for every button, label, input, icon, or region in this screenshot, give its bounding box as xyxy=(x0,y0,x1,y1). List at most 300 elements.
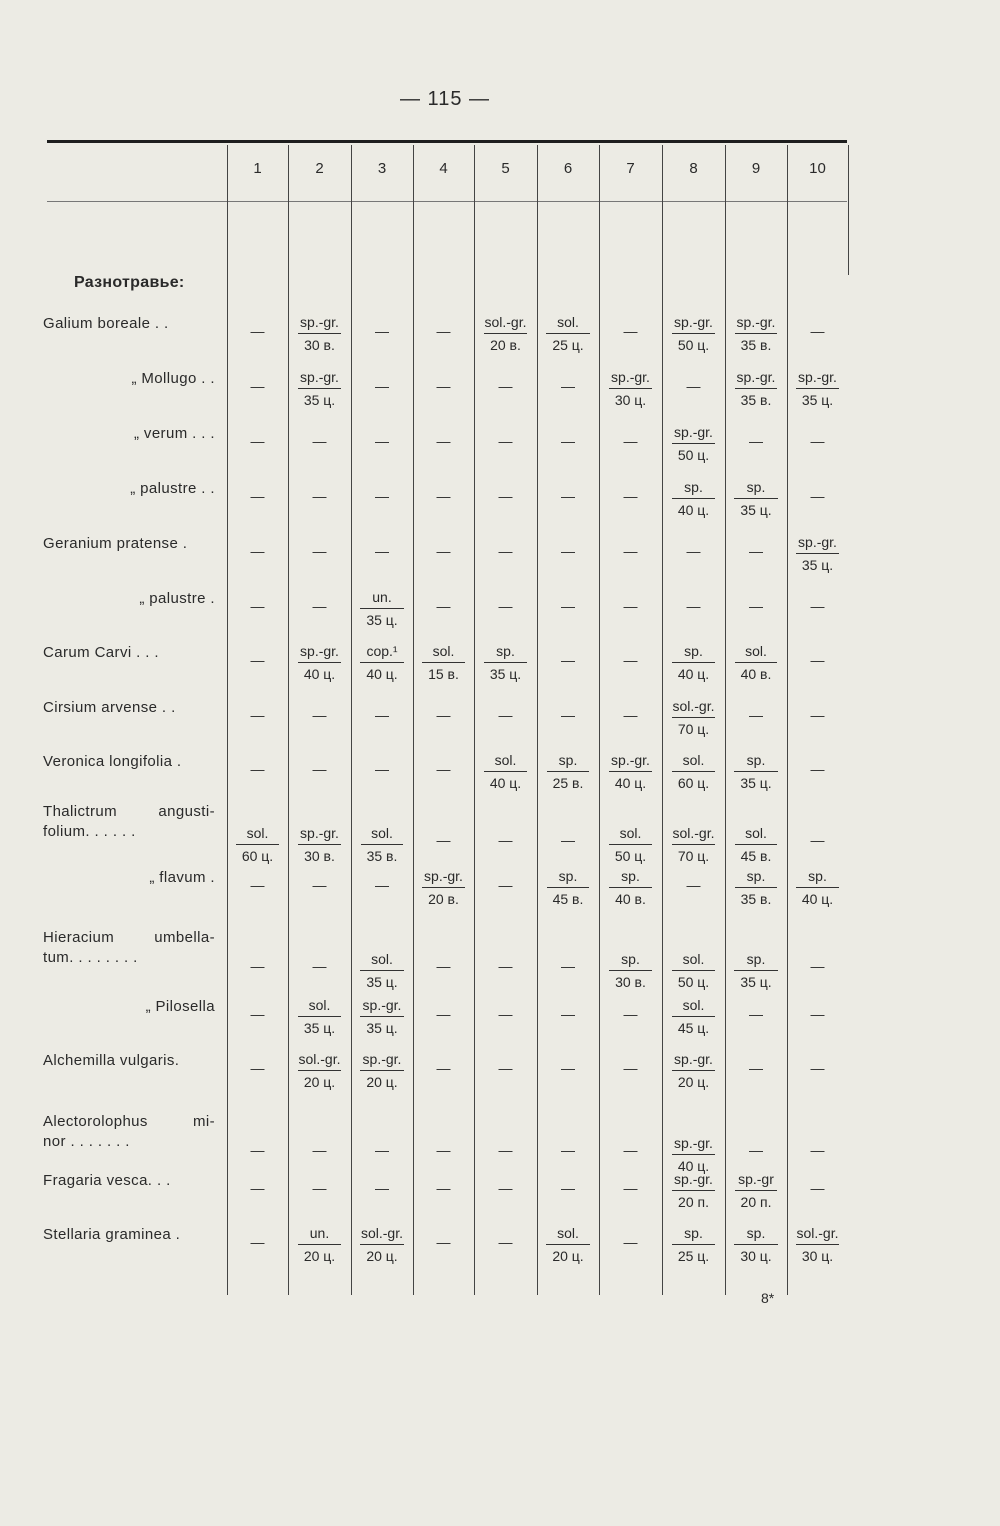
species-name: Cirsium arvense . . xyxy=(43,699,176,716)
height-value: 35 в. xyxy=(735,388,778,409)
empty-cell-dash: — xyxy=(561,1060,575,1076)
table-cell xyxy=(288,368,351,409)
empty-cell-dash: — xyxy=(436,761,451,777)
empty-cell-dash: — xyxy=(623,1006,638,1022)
table-cell xyxy=(725,642,787,683)
species-name: Geranium pratense . xyxy=(43,535,188,552)
empty-cell-dash: — xyxy=(436,832,451,848)
height-value: 45 в. xyxy=(547,887,590,908)
page-number: — 115 — xyxy=(400,88,490,110)
abundance-value: sp.-gr. xyxy=(736,369,776,385)
height-value: 35 ц. xyxy=(298,1016,341,1037)
height-value: 40 в. xyxy=(609,887,652,908)
height-value: 40 ц. xyxy=(609,771,652,792)
abundance-value: sp. xyxy=(684,1225,703,1241)
abundance-value: sol. xyxy=(246,825,269,841)
species-name xyxy=(43,802,215,842)
empty-cell-dash: — xyxy=(623,598,638,614)
height-value: 35 ц. xyxy=(734,970,777,991)
table-cell xyxy=(662,950,725,991)
empty-cell-dash: — xyxy=(250,1234,265,1250)
column-divider xyxy=(848,145,849,275)
empty-cell-dash: — xyxy=(250,488,265,504)
table-cell xyxy=(662,478,725,519)
empty-cell-dash: — xyxy=(250,1142,265,1158)
abundance-value: sp.-gr. xyxy=(300,825,339,841)
empty-cell-dash: — xyxy=(498,832,513,848)
empty-cell-dash: — xyxy=(312,707,327,723)
empty-cell-dash: — xyxy=(436,488,451,504)
abundance-value: sp. xyxy=(808,868,827,884)
abundance-value: sol. xyxy=(745,825,767,841)
height-value: 40 в. xyxy=(735,662,778,683)
height-value: 30 ц. xyxy=(734,1244,777,1265)
column-header: 6 xyxy=(563,160,573,177)
empty-cell-dash: — xyxy=(498,598,513,614)
empty-cell-dash: — xyxy=(498,433,513,449)
abundance-value: sp.-gr xyxy=(738,1171,774,1187)
empty-cell-dash: — xyxy=(623,543,638,559)
table-cell xyxy=(474,642,537,683)
abundance-value: sp.-gr. xyxy=(674,424,713,440)
empty-cell-dash: — xyxy=(375,323,389,339)
height-value: 20 ц. xyxy=(360,1244,403,1265)
empty-cell-dash: — xyxy=(436,707,451,723)
table-cell xyxy=(787,533,848,574)
table-cell xyxy=(351,824,413,865)
empty-cell-dash: — xyxy=(561,832,575,848)
species-name-line: folium. . . . . . xyxy=(43,823,136,840)
empty-cell-dash: — xyxy=(250,707,265,723)
abundance-value: sp.-gr. xyxy=(300,314,339,330)
height-value: 35 ц. xyxy=(360,1016,403,1037)
abundance-value: sp. xyxy=(558,752,578,768)
abundance-value: sol.-gr. xyxy=(298,1051,341,1067)
table-cell xyxy=(288,642,351,683)
table-cell xyxy=(288,313,351,354)
empty-cell-dash: — xyxy=(250,958,265,974)
empty-cell-dash: — xyxy=(623,1180,638,1196)
species-name: „ palustre . xyxy=(139,590,215,607)
table-cell xyxy=(662,1170,725,1211)
height-value: 35 ц. xyxy=(484,662,527,683)
height-value: 30 в. xyxy=(298,844,341,865)
empty-cell-dash: — xyxy=(436,1142,451,1158)
empty-cell-dash: — xyxy=(250,433,265,449)
empty-cell-dash: — xyxy=(312,433,327,449)
table-cell xyxy=(662,1134,725,1175)
column-header: 7 xyxy=(626,160,635,177)
empty-cell-dash: — xyxy=(623,707,638,723)
empty-cell-dash: — xyxy=(436,433,451,449)
empty-cell-dash: — xyxy=(623,323,638,339)
empty-cell-dash: — xyxy=(375,761,389,777)
table-cell xyxy=(787,368,848,409)
abundance-value: sp. xyxy=(684,479,703,495)
empty-cell-dash: — xyxy=(561,1142,575,1158)
empty-cell-dash: — xyxy=(810,1060,825,1076)
empty-cell-dash: — xyxy=(561,433,575,449)
species-name: Fragaria vesca. . . xyxy=(43,1172,171,1189)
height-value: 20 ц. xyxy=(360,1070,403,1091)
species-name: Carum Carvi . . . xyxy=(43,644,159,661)
abundance-value: sp. xyxy=(684,643,703,659)
empty-cell-dash: — xyxy=(810,323,825,339)
table-cell xyxy=(662,824,725,865)
height-value: 35 ц. xyxy=(734,771,777,792)
empty-cell-dash: — xyxy=(498,1006,513,1022)
empty-cell-dash: — xyxy=(436,958,451,974)
empty-cell-dash: — xyxy=(749,1142,763,1158)
empty-cell-dash: — xyxy=(312,543,327,559)
height-value: 20 п. xyxy=(735,1190,778,1211)
table-cell xyxy=(725,867,787,908)
abundance-value: sol. xyxy=(745,643,767,659)
height-value: 35 ц. xyxy=(734,498,777,519)
empty-cell-dash: — xyxy=(250,1060,265,1076)
empty-cell-dash: — xyxy=(250,598,265,614)
empty-cell-dash: — xyxy=(561,1006,575,1022)
empty-cell-dash: — xyxy=(686,877,701,893)
height-value: 50 ц. xyxy=(609,844,652,865)
abundance-value: un. xyxy=(309,1225,330,1241)
empty-cell-dash: — xyxy=(312,1142,327,1158)
empty-cell-dash: — xyxy=(561,378,575,394)
table-cell xyxy=(599,950,662,991)
empty-cell-dash: — xyxy=(749,1060,763,1076)
column-header: 5 xyxy=(501,160,510,177)
empty-cell-dash: — xyxy=(436,378,451,394)
abundance-value: cop.¹ xyxy=(366,643,398,659)
table-cell xyxy=(351,1050,413,1091)
empty-cell-dash: — xyxy=(623,1060,638,1076)
empty-cell-dash: — xyxy=(375,488,389,504)
table-cell xyxy=(725,313,787,354)
empty-cell-dash: — xyxy=(810,598,825,614)
table-cell xyxy=(288,824,351,865)
empty-cell-dash: — xyxy=(561,543,575,559)
height-value: 20 в. xyxy=(422,887,465,908)
height-value: 30 в. xyxy=(609,970,652,991)
column-header: 1 xyxy=(253,160,262,177)
table-cell xyxy=(662,642,725,683)
empty-cell-dash: — xyxy=(561,598,575,614)
empty-cell-dash: — xyxy=(375,1180,389,1196)
abundance-value: sol. xyxy=(682,997,705,1013)
empty-cell-dash: — xyxy=(498,1180,513,1196)
height-value: 35 в. xyxy=(735,333,778,354)
height-value: 70 ц. xyxy=(672,717,715,738)
table-cell xyxy=(537,751,599,792)
empty-cell-dash: — xyxy=(623,1142,638,1158)
table-cell xyxy=(787,1224,848,1265)
empty-cell-dash: — xyxy=(498,958,513,974)
height-value: 50 ц. xyxy=(672,443,715,464)
empty-cell-dash: — xyxy=(375,1142,389,1158)
table-cell xyxy=(662,996,725,1037)
abundance-value: sol. xyxy=(557,314,579,330)
height-value: 45 ц. xyxy=(672,1016,715,1037)
abundance-value: sp. xyxy=(558,868,578,884)
height-value: 60 ц. xyxy=(236,844,279,865)
empty-cell-dash: — xyxy=(250,877,265,893)
empty-cell-dash: — xyxy=(686,543,701,559)
empty-cell-dash: — xyxy=(810,1142,825,1158)
table-cell xyxy=(725,1170,787,1211)
height-value: 20 ц. xyxy=(298,1070,341,1091)
empty-cell-dash: — xyxy=(623,652,638,668)
abundance-value: sol.-gr. xyxy=(484,314,527,330)
species-name: Stellaria graminea . xyxy=(43,1226,181,1243)
empty-cell-dash: — xyxy=(250,1180,265,1196)
species-name-line: Alectorolophus mi- xyxy=(43,1113,215,1130)
empty-cell-dash: — xyxy=(561,488,575,504)
height-value: 30 ц. xyxy=(796,1244,839,1265)
height-value: 40 ц. xyxy=(796,887,839,908)
empty-cell-dash: — xyxy=(498,1234,513,1250)
empty-cell-dash: — xyxy=(436,598,451,614)
abundance-value: sol.-gr. xyxy=(672,825,715,841)
table-cell xyxy=(351,996,413,1037)
table-cell xyxy=(725,478,787,519)
table-cell xyxy=(599,751,662,792)
empty-cell-dash: — xyxy=(312,598,327,614)
height-value: 70 ц. xyxy=(672,844,715,865)
empty-cell-dash: — xyxy=(561,958,575,974)
empty-cell-dash: — xyxy=(810,1180,825,1196)
table-cell xyxy=(537,313,599,354)
table-cell xyxy=(725,1224,787,1265)
table-cell xyxy=(351,1224,413,1265)
abundance-value: sp.-gr. xyxy=(362,997,402,1013)
abundance-value: sp.-gr. xyxy=(736,314,776,330)
height-value: 25 в. xyxy=(547,771,590,792)
empty-cell-dash: — xyxy=(686,378,701,394)
abundance-value: sp. xyxy=(746,1225,766,1241)
empty-cell-dash: — xyxy=(375,433,389,449)
empty-cell-dash: — xyxy=(810,761,825,777)
table-cell xyxy=(725,751,787,792)
abundance-value: sp.-gr. xyxy=(674,1135,713,1151)
abundance-value: sp.-gr. xyxy=(798,369,837,385)
species-name: „ flavum . xyxy=(149,869,215,886)
abundance-value: sol. xyxy=(308,997,331,1013)
table-cell xyxy=(725,368,787,409)
height-value: 35 в. xyxy=(361,844,404,865)
empty-cell-dash: — xyxy=(749,433,763,449)
empty-cell-dash: — xyxy=(561,707,575,723)
column-header: 9 xyxy=(751,160,761,177)
empty-cell-dash: — xyxy=(312,761,327,777)
abundance-value: sp.-gr. xyxy=(674,1051,713,1067)
abundance-value: un. xyxy=(372,589,392,605)
abundance-value: sp.-gr. xyxy=(300,643,339,659)
empty-cell-dash: — xyxy=(810,707,825,723)
height-value: 20 ц. xyxy=(546,1244,589,1265)
abundance-value: sp.-gr. xyxy=(611,369,650,385)
species-name: „ verum . . . xyxy=(133,425,215,442)
abundance-value: sp.-gr. xyxy=(674,1171,713,1187)
column-header: 10 xyxy=(809,160,826,177)
empty-cell-dash: — xyxy=(312,1180,327,1196)
height-value: 15 в. xyxy=(422,662,465,683)
empty-cell-dash: — xyxy=(312,958,327,974)
empty-cell-dash: — xyxy=(250,652,265,668)
species-name: „ Pilosella xyxy=(145,998,215,1015)
table-cell xyxy=(662,1050,725,1091)
abundance-value: sp.-gr. xyxy=(300,369,339,385)
table-cell xyxy=(351,642,413,683)
empty-cell-dash: — xyxy=(749,1006,763,1022)
empty-cell-dash: — xyxy=(250,543,265,559)
empty-cell-dash: — xyxy=(498,1142,513,1158)
table-cell xyxy=(537,867,599,908)
empty-cell-dash: — xyxy=(498,488,513,504)
height-value: 20 ц. xyxy=(298,1244,341,1265)
height-value: 30 в. xyxy=(298,333,341,354)
table-cell xyxy=(662,697,725,738)
empty-cell-dash: — xyxy=(436,323,451,339)
abundance-value: sp. xyxy=(621,951,640,967)
column-header: 2 xyxy=(315,160,324,177)
empty-cell-dash: — xyxy=(810,433,825,449)
table-cell xyxy=(537,1224,599,1265)
abundance-value: sol. xyxy=(557,1225,579,1241)
height-value: 25 ц. xyxy=(672,1244,715,1265)
empty-cell-dash: — xyxy=(436,1234,451,1250)
empty-cell-dash: — xyxy=(561,1180,575,1196)
species-name: Galium boreale . . xyxy=(43,315,169,332)
empty-cell-dash: — xyxy=(498,543,513,559)
table-cell xyxy=(288,1050,351,1091)
empty-cell-dash: — xyxy=(375,877,389,893)
empty-cell-dash: — xyxy=(436,1060,451,1076)
empty-cell-dash: — xyxy=(810,1006,825,1022)
table-cell xyxy=(227,824,288,865)
height-value: 35 ц. xyxy=(360,970,403,991)
species-name xyxy=(43,928,215,968)
empty-cell-dash: — xyxy=(749,543,763,559)
abundance-value: sp.-gr. xyxy=(362,1051,402,1067)
empty-cell-dash: — xyxy=(250,761,265,777)
table-cell xyxy=(725,950,787,991)
empty-cell-dash: — xyxy=(436,543,451,559)
abundance-value: sol.-gr. xyxy=(360,1225,403,1241)
abundance-value: sol. xyxy=(371,951,393,967)
empty-cell-dash: — xyxy=(561,652,575,668)
table-cell xyxy=(351,950,413,991)
species-name xyxy=(43,1112,215,1152)
empty-cell-dash: — xyxy=(498,378,513,394)
table-cell xyxy=(662,751,725,792)
height-value: 40 ц. xyxy=(360,662,403,683)
height-value: 60 ц. xyxy=(672,771,715,792)
empty-cell-dash: — xyxy=(498,877,513,893)
table-cell xyxy=(662,313,725,354)
height-value: 40 ц. xyxy=(484,771,527,792)
empty-cell-dash: — xyxy=(749,707,763,723)
empty-cell-dash: — xyxy=(250,323,265,339)
empty-cell-dash: — xyxy=(436,1006,451,1022)
species-name: Alchemilla vulgaris. xyxy=(43,1052,180,1069)
abundance-value: sol. xyxy=(682,951,705,967)
height-value: 50 ц. xyxy=(672,970,715,991)
table-cell xyxy=(474,751,537,792)
table-cell xyxy=(288,996,351,1037)
table-cell xyxy=(351,588,413,629)
signature-mark: 8* xyxy=(761,1290,775,1306)
empty-cell-dash: — xyxy=(686,598,701,614)
abundance-value: sp.-gr. xyxy=(798,534,837,550)
empty-cell-dash: — xyxy=(250,378,265,394)
table-cell xyxy=(662,423,725,464)
abundance-value: sp.-gr. xyxy=(424,868,463,884)
table-cell xyxy=(599,867,662,908)
table-top-rule xyxy=(47,140,847,143)
column-header: 8 xyxy=(689,160,698,177)
column-header: 4 xyxy=(439,160,448,177)
abundance-value: sp. xyxy=(496,643,515,659)
abundance-value: sol.-gr. xyxy=(796,1225,839,1241)
species-name: „ Mollugo . . xyxy=(131,370,215,387)
table-cell xyxy=(413,642,474,683)
abundance-value: sp.-gr. xyxy=(611,752,650,768)
empty-cell-dash: — xyxy=(375,707,389,723)
empty-cell-dash: — xyxy=(810,652,825,668)
species-name: Veronica longifolia . xyxy=(43,753,182,770)
height-value: 40 ц. xyxy=(672,662,715,683)
table-cell xyxy=(662,1224,725,1265)
empty-cell-dash: — xyxy=(498,1060,513,1076)
abundance-value: sp. xyxy=(746,752,766,768)
table-cell xyxy=(474,313,537,354)
empty-cell-dash: — xyxy=(375,378,389,394)
empty-cell-dash: — xyxy=(375,543,389,559)
species-name: „ palustre . . xyxy=(130,480,215,497)
abundance-value: sol. xyxy=(371,825,393,841)
species-name-line: nor . . . . . . . xyxy=(43,1133,130,1150)
height-value: 35 ц. xyxy=(796,553,839,574)
empty-cell-dash: — xyxy=(498,707,513,723)
height-value: 35 ц. xyxy=(298,388,341,409)
height-value: 20 п. xyxy=(672,1190,715,1211)
height-value: 25 ц. xyxy=(546,333,589,354)
table-cell xyxy=(413,867,474,908)
height-value: 35 ц. xyxy=(796,388,839,409)
empty-cell-dash: — xyxy=(749,598,763,614)
height-value: 30 ц. xyxy=(609,388,652,409)
abundance-value: sol.-gr. xyxy=(672,698,715,714)
height-value: 40 ц. xyxy=(672,1154,715,1175)
abundance-value: sp. xyxy=(746,868,766,884)
empty-cell-dash: — xyxy=(312,877,327,893)
height-value: 20 в. xyxy=(484,333,527,354)
species-name-line: Thalictrum angusti- xyxy=(43,803,215,820)
empty-cell-dash: — xyxy=(436,1180,451,1196)
table-cell xyxy=(787,867,848,908)
table-header-rule xyxy=(47,201,847,202)
empty-cell-dash: — xyxy=(623,1234,638,1250)
abundance-value: sol. xyxy=(682,752,705,768)
empty-cell-dash: — xyxy=(810,958,825,974)
height-value: 20 ц. xyxy=(672,1070,715,1091)
empty-cell-dash: — xyxy=(810,488,825,504)
height-value: 45 в. xyxy=(735,844,778,865)
column-header: 3 xyxy=(377,160,387,177)
height-value: 50 ц. xyxy=(672,333,715,354)
height-value: 40 ц. xyxy=(298,662,341,683)
abundance-value: sp. xyxy=(621,868,640,884)
